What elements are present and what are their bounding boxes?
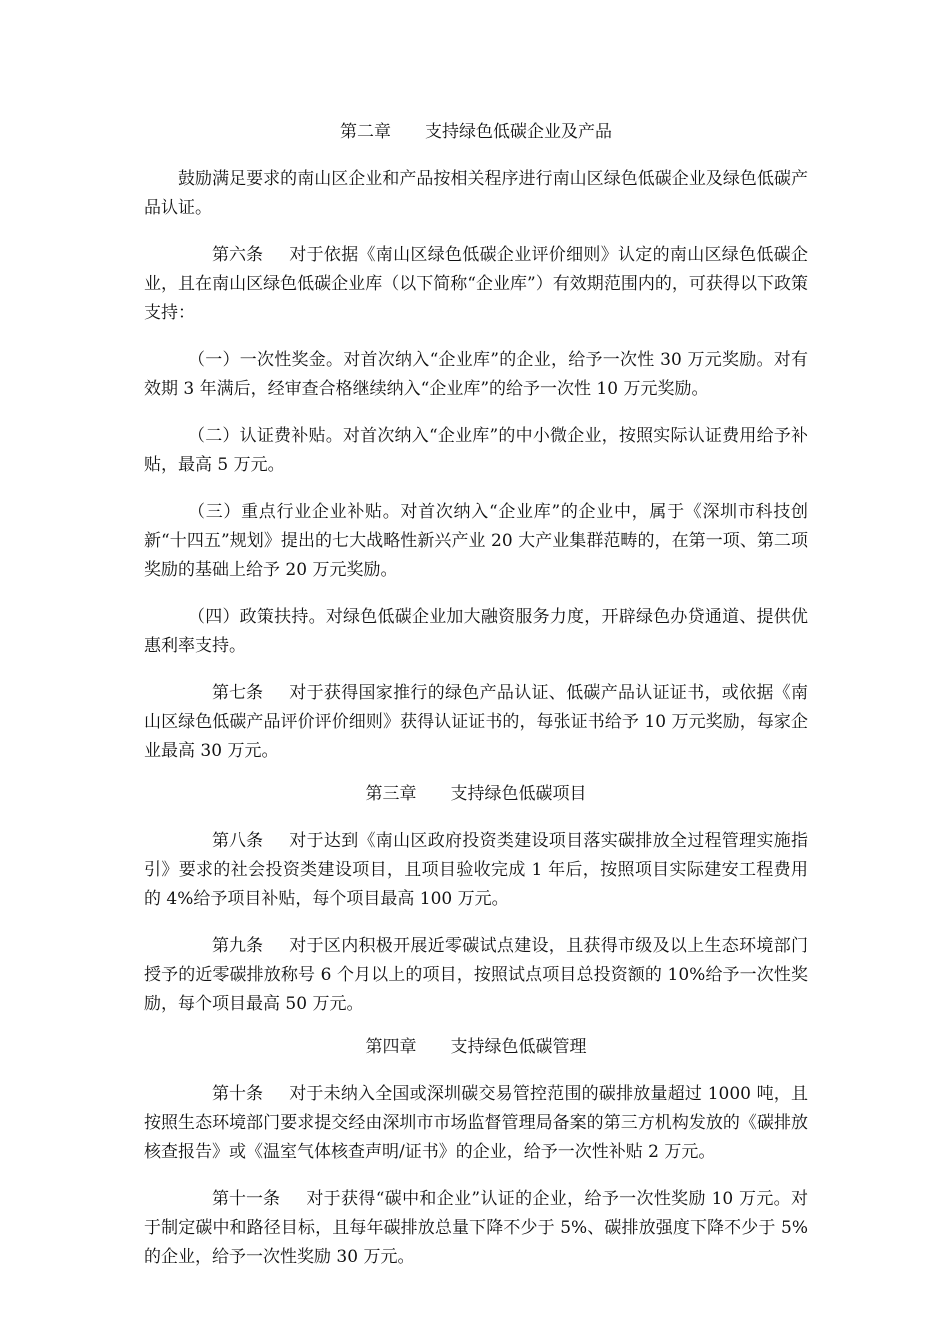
- article-6-text: 对于依据《南山区绿色低碳企业评价细则》认定的南山区绿色低碳企业，且在南山区绿色低碳企业库（以下简称“企业库”）有效期范围内的，可获得以下政策支持：: [144, 245, 808, 323]
- article-10-number: 第十条: [212, 1084, 263, 1104]
- document-body: [144, 118, 808, 1290]
- article-9-number: 第九条: [212, 936, 263, 956]
- article-8: [144, 827, 808, 914]
- article-6-item-1: （一）一次性奖金。对首次纳入“企业库”的企业，给予一次性 30 万元奖励。对有效期 3 年满后，经审查合格继续纳入“企业库”的给予一次性 10 万元奖励。: [144, 350, 808, 399]
- chapter-2-intro: 鼓励满足要求的南山区企业和产品按相关程序进行南山区绿色低碳企业及绿色低碳产品认证。: [144, 169, 808, 218]
- article-9-text: 对于区内积极开展近零碳试点建设，且获得市级及以上生态环境部门授予的近零碳排放称号 6 个月以上的项目，按照试点项目总投资额的 10%给予一次性奖励，每个项目最高 50 万元。: [144, 936, 808, 1014]
- article-10-text: 对于未纳入全国或深圳碳交易管控范围的碳排放量超过 1000 吨，且按照生态环境部门要求提交经由深圳市市场监督管理局备案的第三方机构发放的《碳排放核查报告》或《温室气体核查声明/证书》的企业，给予一次性补贴 2 万元。: [144, 1084, 808, 1162]
- article-8-text: 对于达到《南山区政府投资类建设项目落实碳排放全过程管理实施指引》要求的社会投资类建设项目，且项目验收完成 1 年后，按照项目实际建安工程费用的 4%给予项目补贴，每个项目最高 100 万元。: [144, 831, 808, 909]
- article-6: [144, 241, 808, 328]
- chapter-4-title: 第四章 支持绿色低碳管理: [365, 1037, 587, 1057]
- article-8-number: 第八条: [212, 831, 263, 851]
- article-11-text: 对于获得“碳中和企业”认证的企业，给予一次性奖励 10 万元。对于制定碳中和路径目标，且每年碳排放总量下降不少于 5%、碳排放强度下降不少于 5%的企业，给予一次性奖励 30 万元。: [144, 1189, 808, 1267]
- article-11: [144, 1185, 808, 1272]
- article-7: [144, 679, 808, 766]
- article-10: [144, 1080, 808, 1167]
- article-7-text: 对于获得国家推行的绿色产品认证、低碳产品认证证书，或依据《南山区绿色低碳产品评价评价细则》获得认证证书的，每张证书给予 10 万元奖励，每家企业最高 30 万元。: [144, 683, 808, 761]
- article-6-item-2: （二）认证费补贴。对首次纳入“企业库”的中小微企业，按照实际认证费用给予补贴，最高 5 万元。: [144, 426, 808, 475]
- article-7-number: 第七条: [212, 683, 263, 703]
- article-11-number: 第十一条: [212, 1189, 280, 1209]
- article-6-item-3: （三）重点行业企业补贴。对首次纳入“企业库”的企业中，属于《深圳市科技创新“十四五”规划》提出的七大战略性新兴产业 20 大产业集群范畴的，在第一项、第二项奖励的基础上给予 20 万元奖励。: [144, 502, 808, 580]
- chapter-2-title: 第二章 支持绿色低碳企业及产品: [340, 122, 612, 142]
- article-9: [144, 932, 808, 1019]
- article-6-number: 第六条: [212, 245, 263, 265]
- chapter-3-title: 第三章 支持绿色低碳项目: [365, 784, 587, 804]
- article-6-item-4: （四）政策扶持。对绿色低碳企业加大融资服务力度，开辟绿色办贷通道、提供优惠利率支持。: [144, 607, 808, 656]
